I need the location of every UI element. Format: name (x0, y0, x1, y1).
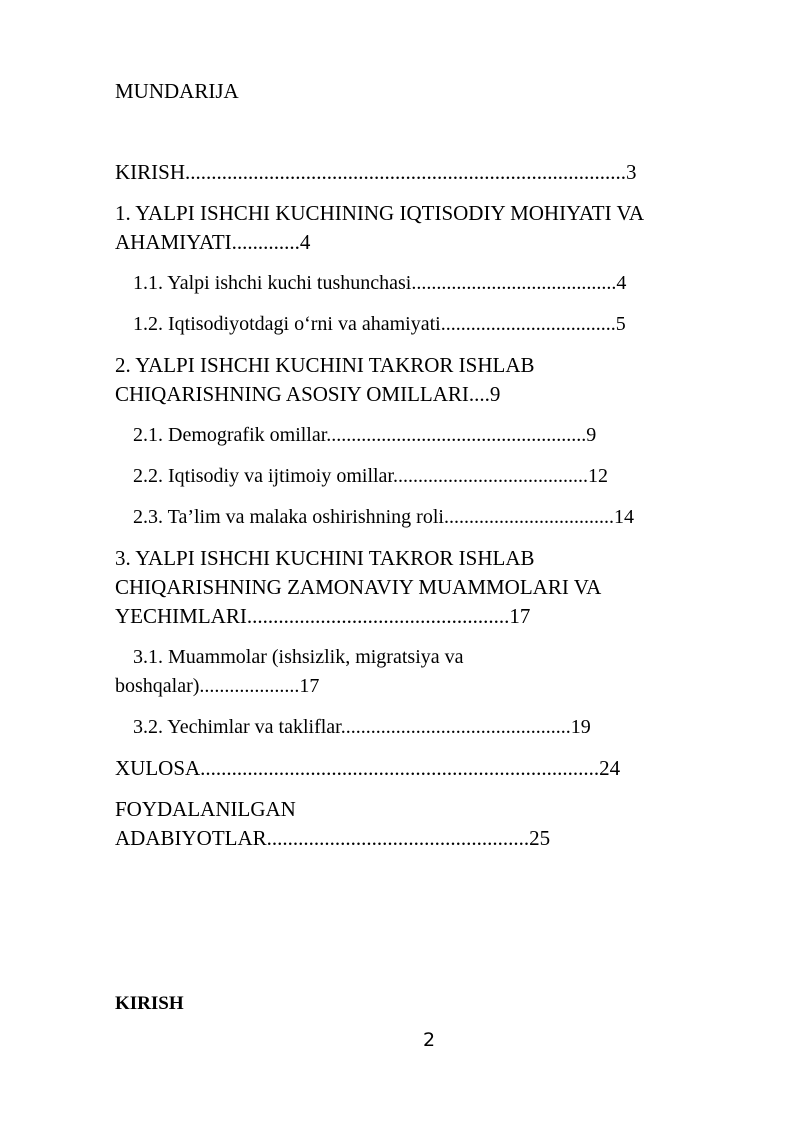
page-number: 2 (422, 1029, 436, 1051)
section-heading-introduction: KIRISH (115, 993, 184, 1014)
toc-entry-1-2: 1.2. Iqtisodiyotdagi o‘rni va ahamiyati...................................5 (133, 313, 626, 335)
toc-entry-conclusion: XULOSA............................................................................24 (115, 756, 621, 780)
toc-entry-2-1: 2.1. Demografik omillar....................................................9 (133, 424, 597, 446)
toc-entry-introduction: KIRISH....................................................................................3 (115, 160, 637, 184)
toc-entry-chapter-2: 2. YALPI ISHCHI KUCHINI TAKROR ISHLAB CHIQARISHNING ASOSIY OMILLARI....9 (115, 353, 535, 406)
toc-entry-2-2: 2.2. Iqtisodiy va ijtimoiy omillar.......................................12 (133, 465, 608, 487)
toc-entry-chapter-3: 3. YALPI ISHCHI KUCHINI TAKROR ISHLAB CHIQARISHNING ZAMONAVIY MUAMMOLARI VA YECHIMLARI..................................................17 (115, 546, 602, 628)
toc-entry-2-3: 2.3. Ta’lim va malaka oshirishning roli..................................14 (133, 506, 634, 528)
page-title: MUNDARIJA (115, 79, 239, 103)
toc-entry-references: FOYDALANILGAN ADABIYOTLAR..................................................25 (115, 797, 551, 850)
toc-entry-3-2: 3.2. Yechimlar va takliflar..............................................19 (133, 716, 591, 738)
toc-entry-chapter-1: 1. YALPI ISHCHI KUCHINING IQTISODIY MOHIYATI VA AHAMIYATI.............4 (115, 201, 645, 254)
toc-entry-1-1: 1.1. Yalpi ishchi kuchi tushunchasi.........................................4 (133, 272, 627, 294)
table-of-contents (115, 158, 745, 865)
toc-entry-3-1: 3.1. Muammolar (ishsizlik, migratsiya va boshqalar)....................17 (115, 646, 464, 697)
